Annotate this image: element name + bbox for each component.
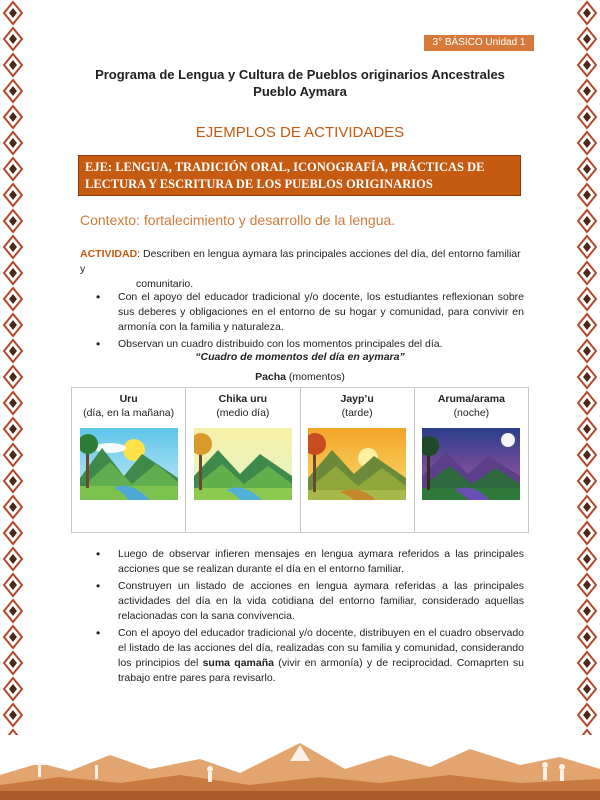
grade-tag: 3° BÁSICO Unidad 1 (424, 35, 534, 51)
border-diamond-core (583, 554, 591, 564)
moment-desc: (día, en la mañana) (83, 407, 175, 419)
border-diamond-core (9, 164, 17, 174)
border-diamond-core (583, 190, 591, 200)
border-diamond-core (583, 216, 591, 226)
moment-cell-night (414, 388, 528, 533)
moment-name: Chika uru (218, 393, 268, 405)
border-diamond-core (583, 502, 591, 512)
border-diamond-core (9, 606, 17, 616)
list-item: • Observan un cuadro distribuido con los momentos principales del día. (118, 337, 524, 352)
afternoon-landscape-image (308, 428, 406, 500)
border-diamond-core (583, 242, 591, 252)
activity-text: : Describen en lengua aymara las principales acciones del día, del entorno familiar y (80, 248, 521, 275)
list-item (118, 626, 524, 686)
pacha-rest: (momentos) (286, 371, 345, 383)
border-diamond-core (9, 216, 17, 226)
border-diamond-core (9, 528, 17, 538)
border-diamond-core (9, 502, 17, 512)
axis-box: EJE: LENGUA, TRADICIÓN ORAL, ICONOGRAFÍA, PRÁCTICAS DE LECTURA Y ESCRITURA DE LOS PUEBLOS ORIGINARIOS (78, 155, 521, 196)
page-title (0, 66, 600, 100)
border-diamond-core (9, 34, 17, 44)
moment-desc: (tarde) (341, 407, 373, 419)
border-diamond-core (9, 424, 17, 434)
border-diamond-core (583, 476, 591, 486)
night-landscape-image (422, 428, 520, 500)
activity-paragraph (80, 247, 524, 292)
activity-label: ACTIVIDAD (80, 248, 138, 260)
moments-table (71, 387, 529, 533)
bullet-list-top (80, 290, 524, 354)
border-diamond-core (9, 632, 17, 642)
activity-text-cont: comunitario. (136, 278, 194, 290)
border-diamond-core (9, 580, 17, 590)
moment-cell-morning (72, 388, 186, 533)
border-diamond-core (9, 320, 17, 330)
border-diamond-core (583, 398, 591, 408)
last-item-before: Con el apoyo del educador tradicional y/o docente, distribuyen en el cuadro observado el listado de las acciones del día, realizadas con su familia y comunidad, considerando los principios del (118, 627, 524, 669)
pacha-label (0, 371, 600, 383)
border-diamond-core (9, 112, 17, 122)
list-item: • Construyen un listado de acciones en lengua aymara referidas a las principales actividades del día en la vida cotidiana del entorno familiar, considerado aquellas relacionadas con la sana convivencia. (118, 579, 524, 624)
border-diamond-core (583, 684, 591, 694)
border-diamond-core (583, 294, 591, 304)
border-diamond-core (583, 528, 591, 538)
pacha-word: Pacha (255, 371, 286, 383)
border-diamond-core (9, 450, 17, 460)
right-decorative-border (576, 0, 598, 740)
border-diamond-core (9, 398, 17, 408)
border-diamond-core (9, 710, 17, 720)
border-diamond-core (583, 320, 591, 330)
morning-landscape-image (80, 428, 178, 500)
title-line-2: Pueblo Aymara (253, 84, 347, 99)
border-diamond-core (583, 268, 591, 278)
footer-landscape-decoration (0, 735, 600, 800)
suma-qamana-term: suma qamaña (202, 657, 274, 669)
border-diamond-core (583, 424, 591, 434)
moment-name: Jayp’u (340, 393, 374, 405)
border-diamond-core (9, 294, 17, 304)
context-heading: Contexto: fortalecimiento y desarrollo de la lengua. (80, 212, 396, 228)
border-diamond-core (9, 684, 17, 694)
moment-name: Aruma/arama (437, 393, 505, 405)
border-diamond-core (9, 554, 17, 564)
moment-cell-afternoon (300, 388, 414, 533)
border-diamond-core (583, 606, 591, 616)
border-diamond-core (583, 450, 591, 460)
moment-cell-midday (186, 388, 300, 533)
border-diamond-core (583, 632, 591, 642)
moment-desc: (medio día) (216, 407, 270, 419)
moment-desc: (noche) (453, 407, 490, 419)
border-diamond-core (583, 580, 591, 590)
border-diamond-core (583, 8, 591, 18)
title-line-1: Programa de Lengua y Cultura de Pueblos originarios Ancestrales (95, 67, 505, 82)
border-diamond-core (9, 8, 17, 18)
table-caption: “Cuadro de momentos del día en aymara” (195, 351, 405, 363)
left-decorative-border (2, 0, 24, 740)
border-diamond-core (583, 112, 591, 122)
last-item-after: (vivir en armonía) y de reciprocidad. Comaprten su trabajo entre pares para revisarlo. (118, 657, 525, 684)
border-diamond-core (583, 658, 591, 668)
bullet-list-bottom (80, 547, 524, 688)
list-item: • Luego de observar infieren mensajes en lengua aymara referidos a las principales acciones que se realizan durante el día en el entorno familiar. (118, 547, 524, 577)
border-diamond-core (9, 242, 17, 252)
list-item: • Con el apoyo del educador tradicional y/o docente, los estudiantes reflexionan sobre sus deberes y obligaciones en el entorno de su hogar y comunidad, para convivir en armonía con la familia y naturaleza. (118, 290, 524, 335)
midday-landscape-image (194, 428, 292, 500)
border-diamond-core (9, 476, 17, 486)
border-diamond-core (583, 34, 591, 44)
moment-name: Uru (119, 393, 138, 405)
border-diamond-core (9, 658, 17, 668)
border-diamond-core (9, 190, 17, 200)
border-diamond-core (583, 710, 591, 720)
section-title: EJEMPLOS DE ACTIVIDADES (195, 124, 405, 141)
border-diamond-core (9, 268, 17, 278)
border-diamond-core (583, 164, 591, 174)
